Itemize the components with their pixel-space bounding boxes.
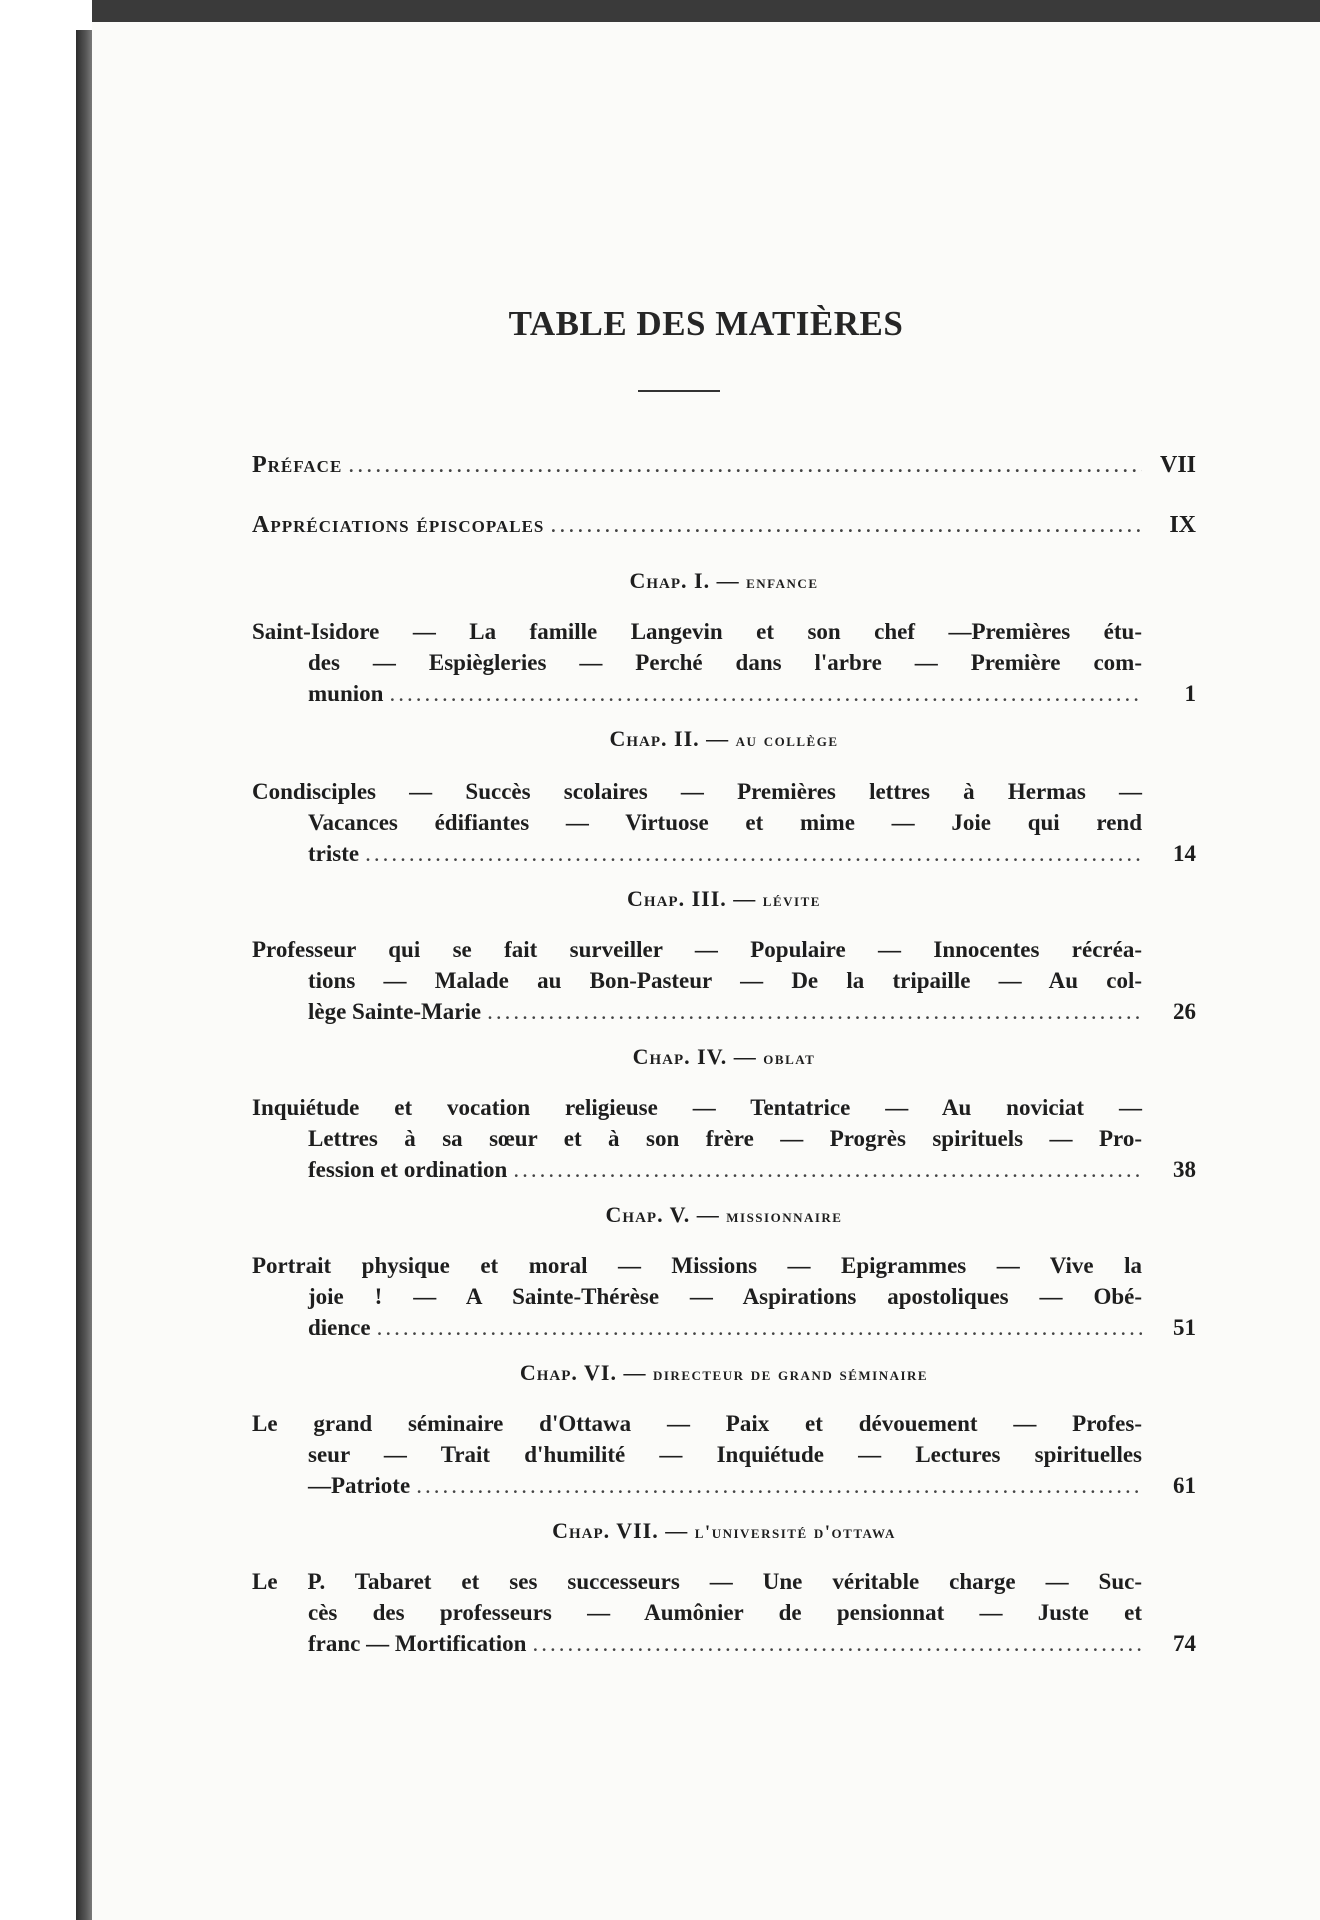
chapter-number: Chap. IV. — [632,1044,757,1069]
entry-page: 14 [1173,841,1196,866]
dot-leader [532,1628,1142,1659]
chapter-summary [252,1408,1196,1501]
dot-leader [487,996,1142,1027]
chapter-name: au collège [735,730,839,751]
chapter-name: missionnaire [726,1206,843,1227]
entry-page: 61 [1173,1473,1196,1498]
summary-last-line [252,1470,1196,1501]
chapter-number: Chap. VI. — [519,1360,647,1385]
entry-label: Préface [252,452,343,478]
summary-last-line [252,1628,1196,1659]
chapter-number: Chap. VII. — [552,1518,689,1543]
chapter-heading [252,1358,1196,1390]
entry-page: VII [1159,452,1196,478]
chapter-heading [252,884,1196,916]
entry-page: 51 [1173,1315,1196,1340]
summary-line: Condisciples — Succès scolaires — Premières lettres à Hermas — [252,779,1142,804]
chapter-name: oblat [763,1048,816,1069]
chapter-name: lévite [762,890,821,911]
chapter-name: l'université d'ottawa [694,1522,896,1543]
summary-text: fession et ordination [308,1157,508,1182]
summary-line: Vacances édifiantes — Virtuose et mime — Joie qui rend [308,810,1142,835]
chapter-number: Chap. I. — [629,568,740,593]
title-rule [638,390,720,392]
summary-last-line [252,838,1196,869]
summary-line: Le grand séminaire d'Ottawa — Paix et dévouement — Profes- [252,1411,1142,1436]
entry-page: 1 [1184,681,1196,706]
summary-line: des — Espiègleries — Perché dans l'arbre — Première com- [308,650,1142,675]
dot-leader [365,838,1142,869]
summary-line: Portrait physique et moral — Missions — Epigrammes — Vive la [252,1253,1142,1278]
dot-leader [389,678,1142,709]
chapter-number: Chap. V. — [605,1202,720,1227]
entry-page: IX [1169,512,1196,538]
summary-last-line [252,678,1196,709]
summary-line: cès des professeurs — Aumônier de pensionnat — Juste et [308,1600,1142,1625]
toc-entry-appreciations [252,510,1196,540]
chapter-heading [252,1042,1196,1074]
summary-last-line [252,1154,1196,1185]
summary-line: Saint-Isidore — La famille Langevin et son chef —Premières étu- [252,619,1142,644]
book-spine [76,30,92,1920]
dot-leader [550,510,1142,540]
chapter-number: Chap. II. — [609,726,730,751]
chapter-heading [252,566,1196,598]
summary-text: —Patriote [308,1473,411,1498]
chapter-heading [252,1200,1196,1232]
dot-leader [348,450,1142,480]
chapter-summary [252,776,1196,869]
summary-text: franc — Mortification [308,1631,527,1656]
entry-page: 38 [1173,1157,1196,1182]
toc-entry-preface [252,450,1196,480]
summary-text: triste [308,841,360,866]
entry-label: Appréciations épiscopales [252,512,545,538]
dot-leader [416,1470,1142,1501]
summary-line: Inquiétude et vocation religieuse — Tentatrice — Au noviciat — [252,1095,1142,1120]
dot-leader [377,1312,1142,1343]
chapter-number: Chap. III. — [627,886,757,911]
chapter-name: directeur de grand séminaire [652,1364,929,1385]
page-title: TABLE DES MATIÈRES [508,304,904,343]
summary-line: Le P. Tabaret et ses successeurs — Une véritable charge — Suc- [252,1569,1142,1594]
summary-text: munion [308,681,384,706]
chapter-heading [252,724,1196,756]
chapter-summary [252,616,1196,709]
dot-leader [513,1154,1142,1185]
summary-text: lège Sainte-Marie [308,999,482,1024]
entry-page: 74 [1173,1631,1196,1656]
book-page [92,22,1320,1920]
chapter-heading [252,1516,1196,1548]
summary-last-line [252,996,1196,1027]
summary-text: dience [308,1315,371,1340]
entry-page: 26 [1173,999,1196,1024]
chapter-summary [252,1250,1196,1343]
chapter-name: enfance [746,572,819,593]
summary-line: seur — Trait d'humilité — Inquiétude — Lectures spirituelles [308,1442,1142,1467]
summary-line: Professeur qui se fait surveiller — Populaire — Innocentes récréa- [252,937,1142,962]
summary-last-line [252,1312,1196,1343]
chapter-summary [252,1092,1196,1185]
chapter-summary [252,1566,1196,1659]
chapter-summary [252,934,1196,1027]
summary-line: Lettres à sa sœur et à son frère — Progrès spirituels — Pro- [308,1126,1142,1151]
summary-line: tions — Malade au Bon-Pasteur — De la tripaille — Au col- [308,968,1142,993]
summary-line: joie ! — A Sainte-Thérèse — Aspirations apostoliques — Obé- [308,1284,1142,1309]
